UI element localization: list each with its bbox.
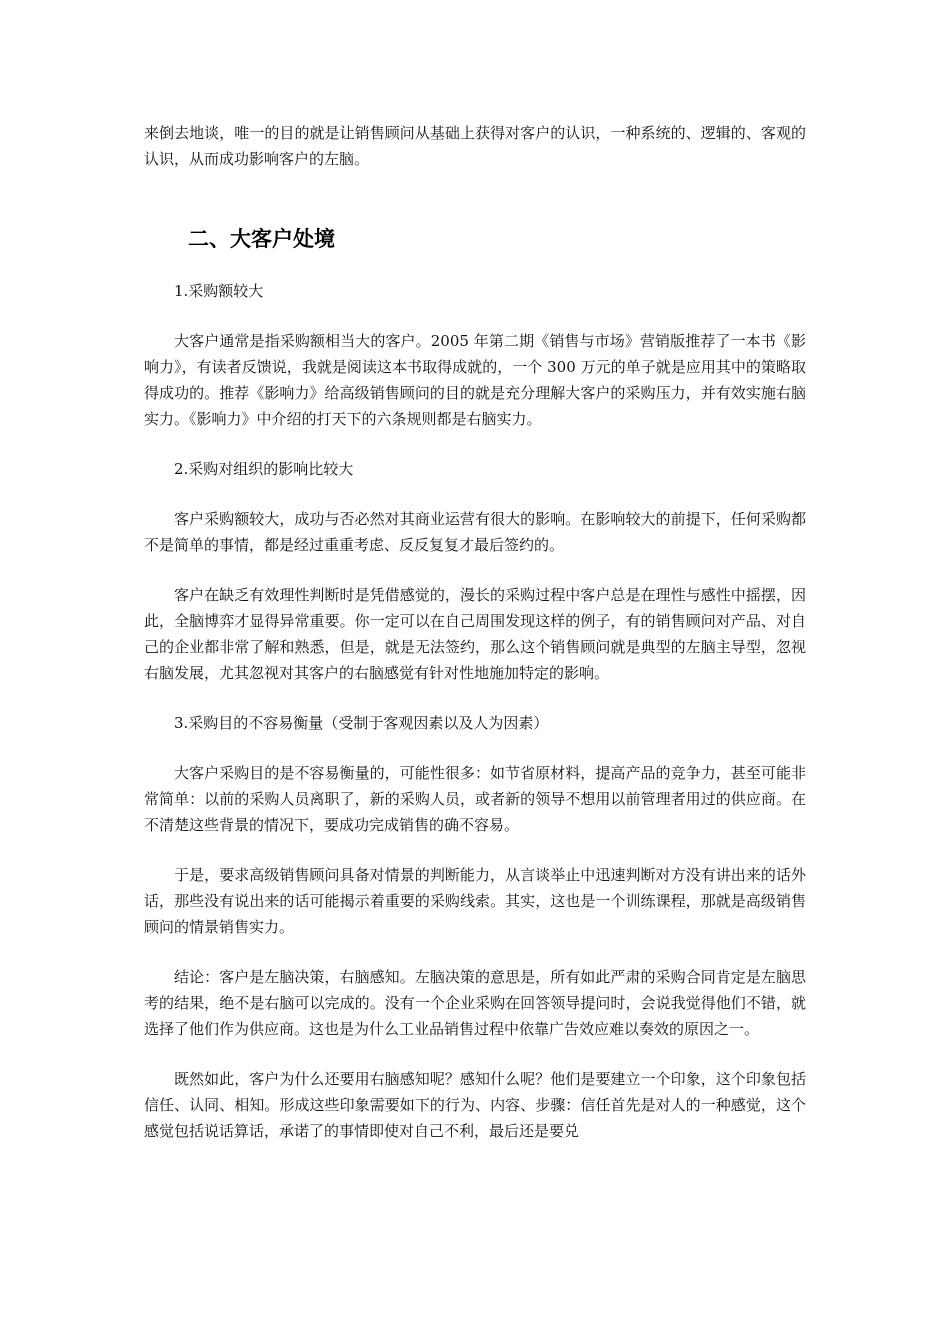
spacer (144, 838, 806, 862)
paragraph-whole-brain: 客户在缺乏有效理性判断时是凭借感觉的，漫长的采购过程中客户总是在理性与感性中摇摆，因此，全脑博弈才显得异常重要。你一定可以在自己周围发现这样的例子，有的销售顾问对产品、对自己的企业都非常了解和熟悉，但是，就是无法签约，那么这个销售顾问就是典型的左脑主导型，忽视右脑发展，尤其忽视对其客户的右脑感觉有针对性地施加特定的影响。 (144, 586, 806, 682)
spacer (144, 558, 806, 582)
intro-continuation-paragraph: 来倒去地谈，唯一的目的就是让销售顾问从基础上获得对客户的认识，一种系统的、逻辑的、客观的认识，从而成功影响客户的左脑。 (144, 124, 806, 168)
subheading-1: 1.采购额较大 (174, 282, 264, 300)
spacer (144, 1042, 806, 1066)
paragraph-organization-impact: 客户采购额较大，成功与否必然对其商业运营有很大的影响。在影响较大的前提下，任何采购都不是简单的事情，都是经过重重考虑、反反复复才最后签约的。 (144, 510, 806, 554)
document-body (144, 120, 806, 1144)
paragraph-situational-judgment: 于是，要求高级销售顾问具备对情景的判断能力，从言谈举止中迅速判断对方没有讲出来的话外话，那些没有说出来的话可能揭示着重要的采购线索。其实，这也是一个训练课程，那就是高级销售顾问的情景销售实力。 (144, 866, 806, 936)
paragraph-purchase-goals: 大客户采购目的是不容易衡量的，可能性很多：如节省原材料，提高产品的竞争力，甚至可能非常简单：以前的采购人员离职了，新的采购人员，或者新的领导不想用以前管理者用过的供应商。在不清楚这些背景的情况下，要成功完成销售的确不容易。 (144, 764, 806, 834)
spacer (144, 482, 806, 506)
subheading-2: 2.采购对组织的影响比较大 (174, 460, 354, 478)
paragraph-purchase-volume: 大客户通常是指采购额相当大的客户。2005 年第二期《销售与市场》营销版推荐了一本书《影响力》，有读者反馈说，我就是阅读这本书取得成就的，一个 300 万元的单子就是应用其中的策略取得成功的。推荐《影响力》给高级销售顾问的目的就是充分理解大客户的采购压力，并有效实施右脑实力。《影响力》中介绍的打天下的六条规则都是右脑实力。 (144, 332, 806, 428)
paragraph-conclusion: 结论：客户是左脑决策，右脑感知。左脑决策的意思是，所有如此严肃的采购合同肯定是左脑思考的结果，绝不是右脑可以完成的。没有一个企业采购在回答领导提问时，会说我觉得他们不错，就选择了他们作为供应商。这也是为什么工业品销售过程中依靠广告效应难以奏效的原因之一。 (144, 968, 806, 1038)
spacer (144, 686, 806, 710)
paragraph-right-brain-perception: 既然如此，客户为什么还要用右脑感知呢？感知什么呢？他们是要建立一个印象，这个印象包括信任、认同、相知。形成这些印象需要如下的行为、内容、步骤：信任首先是对人的一种感觉，这个感觉包括说话算话，承诺了的事情即使对自己不利，最后还是要兑 (144, 1070, 806, 1140)
spacer (144, 736, 806, 760)
spacer (144, 432, 806, 456)
subheading-3: 3.采购目的不容易衡量（受制于客观因素以及人为因素） (174, 714, 549, 732)
spacer (144, 254, 806, 278)
spacer (144, 940, 806, 964)
section-heading: 二、大客户处境 (188, 227, 335, 251)
spacer (144, 304, 806, 328)
spacer (144, 172, 806, 224)
